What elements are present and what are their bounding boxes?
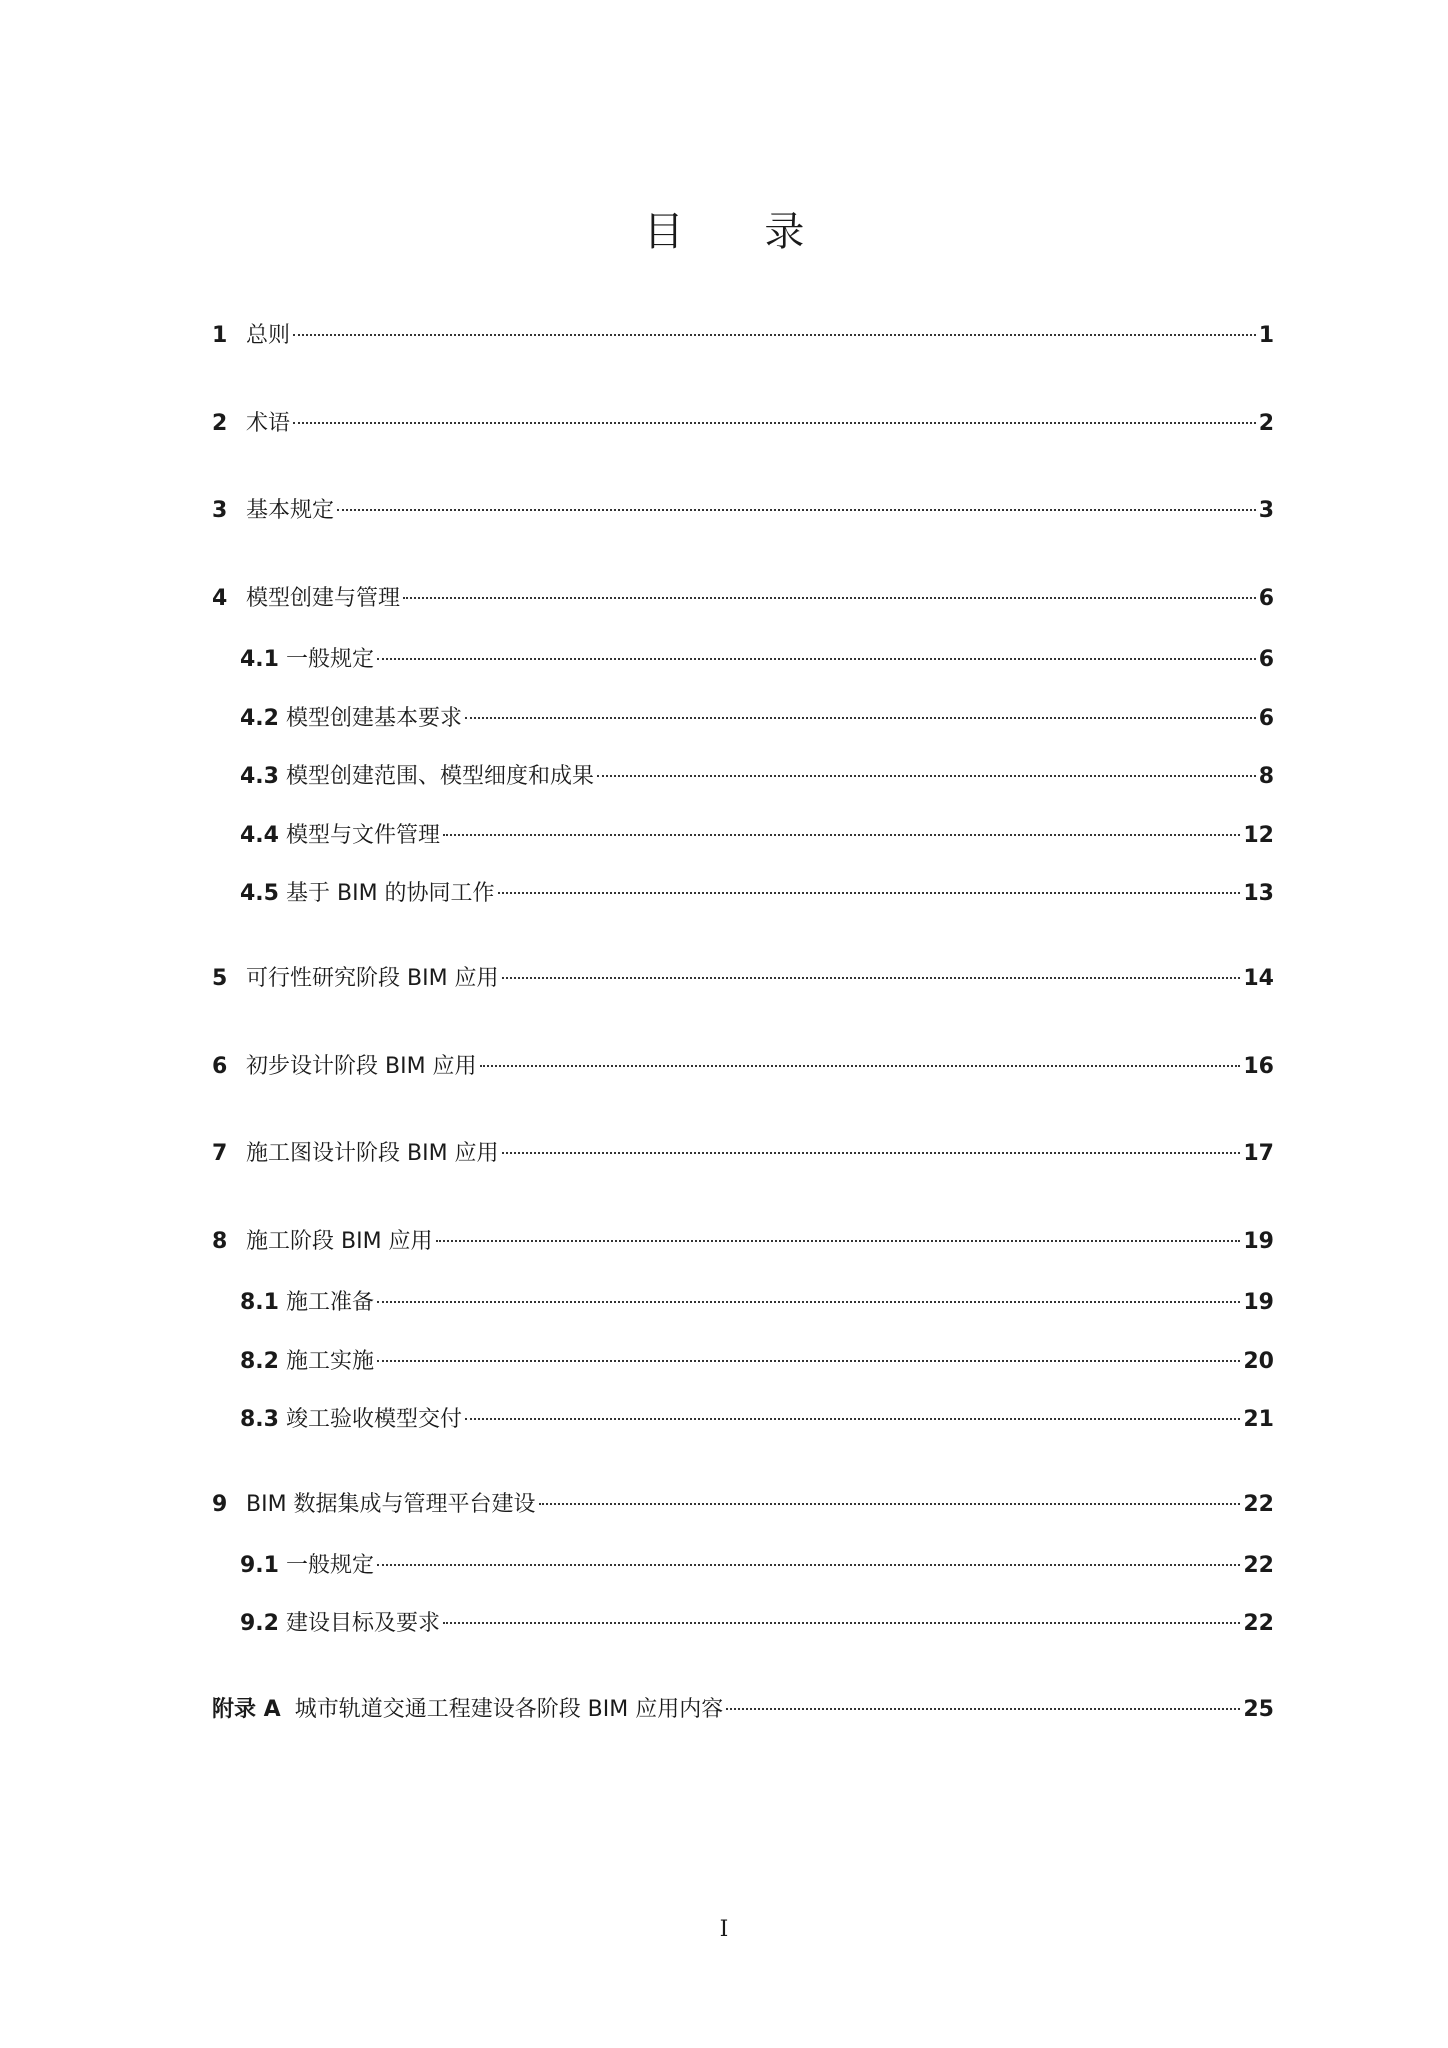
toc-entry-page: 8 xyxy=(1258,764,1274,789)
toc-entry-number: 5 xyxy=(212,966,228,991)
toc-entry-number: 4.4 xyxy=(240,823,279,848)
toc-entry-page: 14 xyxy=(1243,966,1274,991)
toc-entry-title: 模型与文件管理 xyxy=(286,823,441,848)
toc-entry-9[interactable] xyxy=(212,1489,1274,1521)
toc-entry-number: 4.2 xyxy=(240,706,279,731)
toc-entry-number: 8 xyxy=(212,1229,228,1254)
toc-entry-number: 2 xyxy=(212,411,228,436)
toc-entry-page: 6 xyxy=(1258,647,1274,672)
toc-entry-title: 一般规定 xyxy=(286,1553,375,1578)
toc-entry-page: 16 xyxy=(1243,1054,1274,1079)
dot-leader xyxy=(293,334,1256,336)
toc-entry-page: 22 xyxy=(1243,1492,1274,1517)
toc-entry-appendix-a[interactable] xyxy=(212,1694,1274,1726)
toc-entry-number: 6 xyxy=(212,1054,228,1079)
toc-entry-5[interactable] xyxy=(212,963,1274,995)
toc-entry-page: 13 xyxy=(1243,881,1274,906)
toc-entry-number: 4.3 xyxy=(240,764,279,789)
toc-entry-3[interactable] xyxy=(212,495,1274,527)
dot-leader xyxy=(726,1708,1240,1710)
toc-entry-9-1[interactable] xyxy=(240,1550,1274,1582)
toc-entry-page: 19 xyxy=(1243,1229,1274,1254)
dot-leader xyxy=(465,717,1256,719)
toc-entry-title: 术语 xyxy=(246,411,291,436)
dot-leader xyxy=(498,892,1241,894)
toc-entry-number: 附录 A xyxy=(212,1697,281,1722)
toc-entry-page: 6 xyxy=(1258,706,1274,731)
toc-entry-number: 9 xyxy=(212,1492,228,1517)
toc-entry-4-5[interactable] xyxy=(240,878,1274,910)
toc-entry-number: 8.3 xyxy=(240,1407,279,1432)
dot-leader xyxy=(377,1301,1240,1303)
toc-entry-number: 8.1 xyxy=(240,1290,279,1315)
dot-leader xyxy=(502,977,1241,979)
toc-entry-title: 总则 xyxy=(246,323,291,348)
toc-entry-number: 1 xyxy=(212,323,228,348)
toc-entry-6[interactable] xyxy=(212,1051,1274,1083)
toc-entry-page: 3 xyxy=(1258,498,1274,523)
toc-entry-page: 12 xyxy=(1243,823,1274,848)
dot-leader xyxy=(377,1564,1240,1566)
toc-entry-8-3[interactable] xyxy=(240,1404,1274,1436)
toc-entry-4-1[interactable] xyxy=(240,644,1274,676)
toc-entry-title: 城市轨道交通工程建设各阶段 BIM 应用内容 xyxy=(294,1697,724,1722)
dot-leader xyxy=(403,597,1256,599)
toc-entry-title: 基本规定 xyxy=(246,498,335,523)
toc-entry-title: 施工阶段 BIM 应用 xyxy=(246,1229,433,1254)
toc-entry-9-2[interactable] xyxy=(240,1608,1274,1640)
toc-entry-4-4[interactable] xyxy=(240,820,1274,852)
toc-entry-8-2[interactable] xyxy=(240,1346,1274,1378)
toc-entry-title: 建设目标及要求 xyxy=(286,1611,441,1636)
toc-entry-page: 1 xyxy=(1258,323,1274,348)
toc-entry-title: 基于 BIM 的协同工作 xyxy=(286,881,495,906)
dot-leader xyxy=(597,775,1256,777)
toc-entry-4-3[interactable] xyxy=(240,761,1274,793)
toc-entry-4[interactable] xyxy=(212,583,1274,615)
toc-entry-title: 模型创建范围、模型细度和成果 xyxy=(286,764,595,789)
toc-entry-8-1[interactable] xyxy=(240,1287,1274,1319)
dot-leader xyxy=(337,509,1256,511)
dot-leader xyxy=(436,1240,1241,1242)
dot-leader xyxy=(443,1622,1240,1624)
dot-leader xyxy=(502,1152,1241,1154)
toc-entry-title: BIM 数据集成与管理平台建设 xyxy=(246,1492,536,1517)
toc-entry-page: 25 xyxy=(1243,1697,1274,1722)
toc-entry-number: 7 xyxy=(212,1141,228,1166)
toc-entry-page: 19 xyxy=(1243,1290,1274,1315)
toc-entry-page: 6 xyxy=(1258,586,1274,611)
dot-leader xyxy=(377,1360,1240,1362)
toc-entry-title: 可行性研究阶段 BIM 应用 xyxy=(246,966,499,991)
toc-entry-title: 模型创建基本要求 xyxy=(286,706,463,731)
toc-entry-title: 模型创建与管理 xyxy=(246,586,401,611)
toc-entry-number: 8.2 xyxy=(240,1349,279,1374)
toc-entry-1[interactable] xyxy=(212,320,1274,352)
dot-leader xyxy=(480,1065,1241,1067)
toc-entry-number: 4.1 xyxy=(240,647,279,672)
toc-entry-7[interactable] xyxy=(212,1138,1274,1170)
toc-entry-4-2[interactable] xyxy=(240,703,1274,735)
toc-entry-title: 施工实施 xyxy=(286,1349,375,1374)
page-footer-number: I xyxy=(719,1917,729,1942)
toc-entry-title: 施工图设计阶段 BIM 应用 xyxy=(246,1141,499,1166)
toc-entry-2[interactable] xyxy=(212,408,1274,440)
toc-entry-page: 2 xyxy=(1258,411,1274,436)
toc-entry-title: 一般规定 xyxy=(286,647,375,672)
dot-leader xyxy=(293,422,1256,424)
toc-entry-title: 初步设计阶段 BIM 应用 xyxy=(246,1054,477,1079)
page-title: 目 录 xyxy=(643,209,839,255)
toc-entry-title: 竣工验收模型交付 xyxy=(286,1407,463,1432)
toc-entry-page: 22 xyxy=(1243,1553,1274,1578)
toc-entry-8[interactable] xyxy=(212,1226,1274,1258)
toc-entry-title: 施工准备 xyxy=(286,1290,375,1315)
toc-entry-number: 4 xyxy=(212,586,228,611)
dot-leader xyxy=(539,1503,1241,1505)
dot-leader xyxy=(377,658,1256,660)
toc-entry-number: 3 xyxy=(212,498,228,523)
dot-leader xyxy=(465,1418,1240,1420)
dot-leader xyxy=(443,834,1240,836)
toc-entry-page: 17 xyxy=(1243,1141,1274,1166)
toc-entry-number: 9.2 xyxy=(240,1611,279,1636)
toc-entry-number: 9.1 xyxy=(240,1553,279,1578)
toc-entry-page: 22 xyxy=(1243,1611,1274,1636)
toc-entry-page: 20 xyxy=(1243,1349,1274,1374)
toc-entry-number: 4.5 xyxy=(240,881,279,906)
toc-entry-page: 21 xyxy=(1243,1407,1274,1432)
